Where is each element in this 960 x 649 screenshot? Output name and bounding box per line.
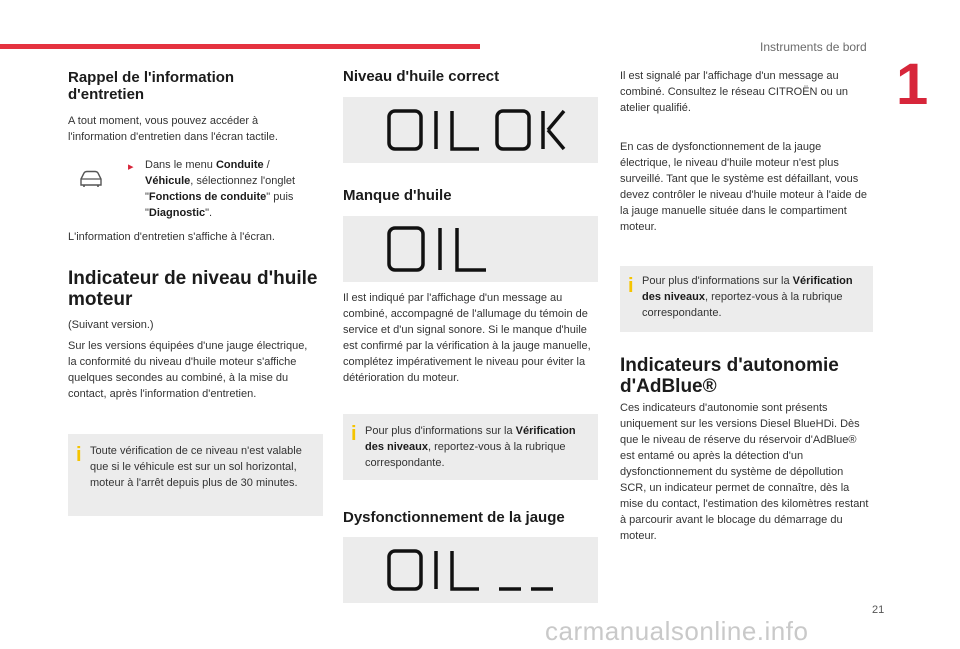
middle-info-note-box [343,414,598,480]
gauge-fault-display [343,537,598,603]
info-icon: i [351,423,357,445]
oil-indicator-title: Indicateur de niveau d'huile moteur [68,268,318,310]
maintenance-outro: L'information d'entretien s'affiche à l'écran. [68,231,275,243]
oil-ok-symbol [343,97,598,163]
page-number: 21 [872,604,885,616]
step-bullet: ▸ [128,161,134,173]
right-info-note-box [620,266,873,332]
maintenance-intro: A tout moment, vous pouvez accéder à l'information d'entretien dans l'écran tactile. [68,115,278,143]
watermark: carmanualsonline.info [545,616,809,646]
maintenance-title: Rappel de l'information d'entretien [68,69,235,103]
oil-low-title: Manque d'huile [343,187,452,204]
oil-low-display [343,216,598,282]
adblue-body: Ces indicateurs d'autonomie sont présents uniquement sur les versions Diesel BlueHDi. Dès que le niveau de réserve du réservoir d'AdBlue® est entamé ou après la détection d'un dysfonctionnement du système de dépollution SCR, un indicateur permet de connaître, dès la mise du contact, l'estimation des kilomètres restant à parcourir avant le blocage du démarrage du moteur. [620,402,869,542]
adblue-title: Indicateurs d'autonomie d'AdBlue® [620,355,839,397]
header-accent-bar [0,44,480,49]
car-icon [78,170,104,188]
step-instruction: Dans le menu Conduite / Véhicule, sélectionnez l'onglet "Fonctions de conduite" puis "Diagnostic". [145,159,296,219]
oil-low-body: Il est indiqué par l'affichage d'un message au combiné, accompagné de l'allumage du témoin de service et d'un signal sonore. Si le manque d'huile est confirmé par la vérification à la jauge manuelle, complétez impérativement le niveau pour éviter la détérioration du moteur. [343,292,591,384]
section-title: Instruments de bord [760,40,867,54]
info-note-box [68,434,323,516]
gauge-fault-symbol [343,537,598,603]
oil-version-note: (Suivant version.) [68,319,154,331]
oil-ok-title: Niveau d'huile correct [343,68,500,85]
oil-indicator-body: Sur les versions équipées d'une jauge électrique, la conformité du niveau d'huile moteur s'affiche quelques secondes au combiné, à la mise du contact, après l'information d'entretien. [68,340,308,400]
info-icon: i [628,275,634,297]
fault-detail-para: En cas de dysfonctionnement de la jauge électrique, le niveau d'huile moteur n'est plus surveillé. Tant que le système est défaillant, vous devez contrôler le niveau d'huile moteur à l'aide de la jauge manuelle située dans le compartiment moteur. [620,141,867,233]
chapter-number: 1 [896,52,929,117]
oil-low-symbol [343,216,598,282]
info-note-text: Toute vérification de ce niveau n'est valable que si le véhicule est sur un sol horizontal, moteur à l'arrêt depuis plus de 30 minutes. [90,445,302,489]
fault-message-para: Il est signalé par l'affichage d'un message au combiné. Consultez le réseau CITROËN ou un atelier qualifié. [620,70,849,114]
oil-ok-display [343,97,598,163]
right-info-note-text: Pour plus d'informations sur la Vérification des niveaux, reportez-vous à la rubrique correspondante. [642,275,853,319]
middle-info-note-text: Pour plus d'informations sur la Vérification des niveaux, reportez-vous à la rubrique correspondante. [365,425,576,469]
gauge-fault-title: Dysfonctionnement de la jauge [343,509,565,526]
info-icon: i [76,444,82,466]
